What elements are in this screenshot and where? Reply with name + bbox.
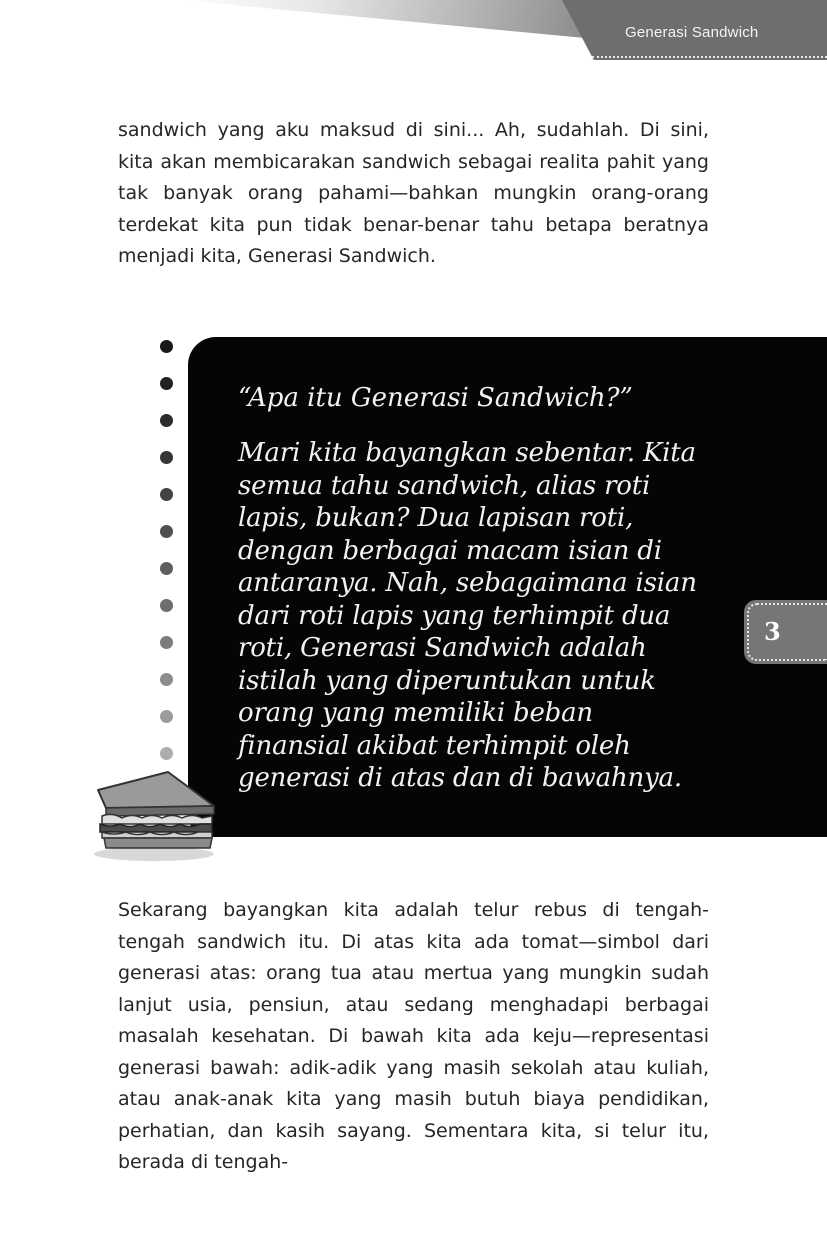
body-paragraph-1: sandwich yang aku maksud di sini... Ah, sudahlah. Di sini, kita akan membicarakan sandwich sebagai realita pahit yang tak banyak orang pahami—bahkan mungkin orang-orang terdekat kita pun tidak benar-benar tahu betapa beratnya menjadi kita, Generasi Sandwich. [118,119,709,267]
binder-dot [160,377,173,390]
callout-text: Mari kita bayangkan sebentar. Kita semua tahu sandwich, alias roti lapis, bukan? Dua lapisan roti, dengan berbagai macam isian di antaranya. Nah, sebagaimana isian dari roti lapis yang terhimpit dua roti, Generasi Sandwich adalah istilah yang diperuntukan untuk orang yang memiliki beban finansial akibat terhimpit oleh generasi di atas dan di bawahnya. [238,438,697,793]
binder-dot [160,414,173,427]
binder-dot [160,599,173,612]
body-paragraph-2: Sekarang bayangkan kita adalah telur rebus di tengah-tengah sandwich itu. Di atas kita ada tomat—simbol dari generasi atas: orang tua atau mertua yang mungkin sudah lanjut usia, pensiun, atau sedang menghadapi berbagai masalah kesehatan. Di bawah kita ada keju—representasi generasi bawah: adik-adik yang masih sekolah atau kuliah, atau anak-anak kita yang masih butuh biaya pendidikan, perhatian, dan kasih sayang. Sementara kita, si telur itu, berada di tengah- [118,899,709,1173]
binder-dot [160,747,173,760]
binder-dots [160,340,176,784]
page-number-tab [744,600,827,664]
page-number: 3 [764,617,781,646]
binder-dot [160,673,173,686]
binder-dot [160,636,173,649]
binder-dot [160,562,173,575]
binder-dot [160,710,173,723]
binder-dot [160,340,173,353]
running-title: Generasi Sandwich [625,24,759,41]
callout-question: “Apa itu Generasi Sandwich?” [238,383,633,413]
sandwich-icon [92,768,222,864]
binder-dot [160,525,173,538]
binder-dot [160,488,173,501]
binder-dot [160,451,173,464]
